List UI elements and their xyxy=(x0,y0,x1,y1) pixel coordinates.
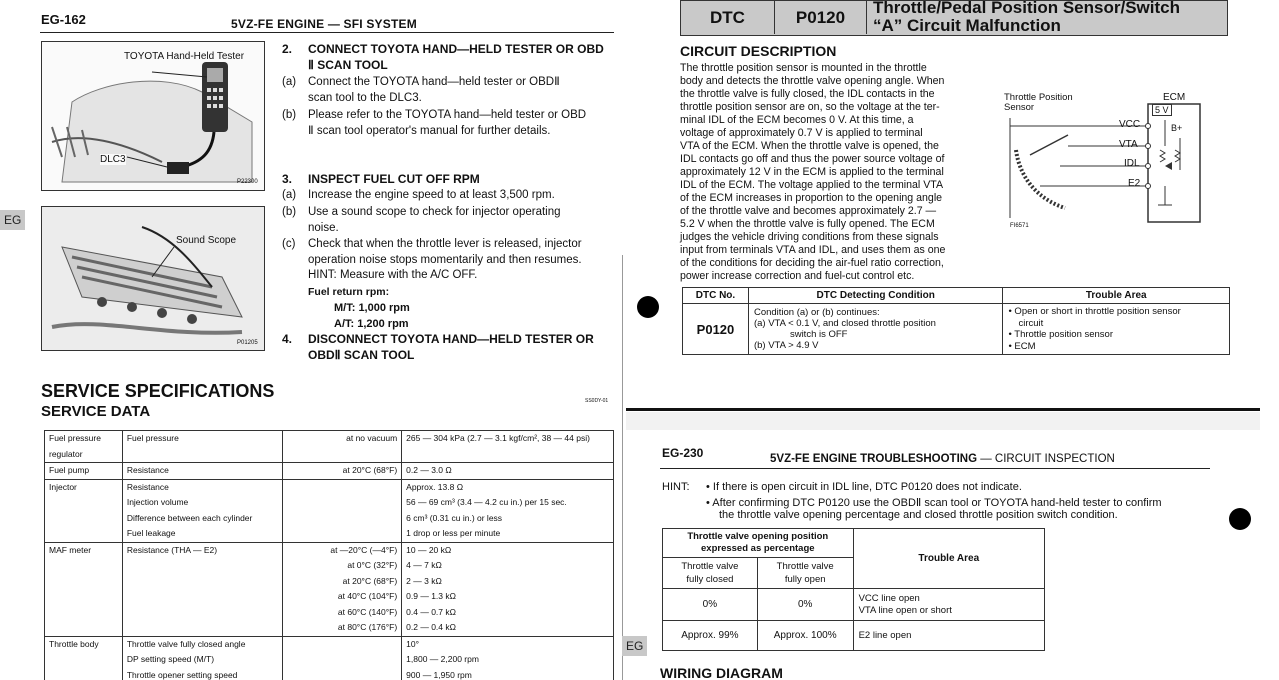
fuel-return-at: A/T: 1,200 rpm xyxy=(334,318,409,330)
service-table-cell-c4: 2 — 3 kΩ xyxy=(402,574,614,590)
service-table-cell-c3 xyxy=(282,668,402,680)
figure1-code: P22300 xyxy=(237,179,258,185)
service-table-row xyxy=(45,495,614,511)
fuel-return-mt: M/T: 1,000 rpm xyxy=(334,302,410,314)
circuit-line: The throttle position sensor is mounted in the throttle xyxy=(680,62,927,74)
diagram-code: FI6571 xyxy=(1010,223,1029,229)
service-table-row xyxy=(45,589,614,605)
row1-open: 0% xyxy=(757,589,853,621)
left-page-code: EG-162 xyxy=(41,12,86,27)
row2-area: E2 line open xyxy=(853,621,1044,651)
service-table-cell-c3 xyxy=(282,526,402,542)
service-table-row xyxy=(45,431,614,447)
service-table-cell-c3 xyxy=(282,479,402,495)
step-3-hint: HINT: Measure with the A/C OFF. xyxy=(308,269,478,281)
service-specifications-heading: SERVICE SPECIFICATIONS xyxy=(41,381,275,401)
dtc-label: DTC xyxy=(681,1,775,34)
dtc-header-bar xyxy=(680,0,1228,36)
service-table-cell-c3: at 80°C (176°F) xyxy=(282,620,402,636)
service-table-cell-c3 xyxy=(282,511,402,527)
opening-header-2: expressed as percentage xyxy=(701,543,815,554)
service-table-cell-c2: Injection volume xyxy=(122,495,282,511)
dtc-code: P0120 xyxy=(775,1,867,34)
service-table-cell-c1 xyxy=(45,589,123,605)
service-data-heading: SERVICE DATA xyxy=(41,403,151,420)
cond-line-2: switch is OFF xyxy=(789,329,848,340)
service-table-row xyxy=(45,558,614,574)
step-3b-mark: (b) xyxy=(282,206,297,218)
throttle-opening-table xyxy=(662,528,1045,651)
step-3c-text: Check that when the throttle lever is released, injector xyxy=(308,238,582,250)
service-table-row xyxy=(45,668,614,680)
circuit-description-heading: CIRCUIT DESCRIPTION xyxy=(680,43,837,59)
service-data-table xyxy=(44,430,614,680)
service-table-cell-c3 xyxy=(282,495,402,511)
circuit-line: power increase correction and fuel-cut control etc. xyxy=(680,270,915,282)
circuit-line: voltage of approximately 0.7 V is applied to terminal xyxy=(680,127,923,139)
service-table-cell-c1 xyxy=(45,511,123,527)
open-header-2: fully open xyxy=(784,574,826,585)
step-4-number: 4. xyxy=(282,332,293,346)
circuit-line: input from terminals VTA and IDL, and uses them as one xyxy=(680,244,946,256)
5v-label: 5 V xyxy=(1152,104,1172,116)
service-table-cell-c4: 10° xyxy=(402,636,614,652)
circuit-line: the throttle valve is fully closed, the IDL contacts in the xyxy=(680,88,935,100)
vta-label: VTA xyxy=(1119,139,1138,150)
step-4 xyxy=(282,332,617,366)
service-table-cell-c4: Approx. 13.8 Ω xyxy=(402,479,614,495)
service-table-cell-c2 xyxy=(122,447,282,463)
hint-line-2: • After confirming DTC P0120 use the OBDⅡ scan tool or TOYOTA hand-held tester to confirm xyxy=(706,497,1162,509)
service-table-row xyxy=(45,605,614,621)
small-code: SS0DY-01 xyxy=(585,398,609,404)
circuit-line: IDL contacts go off and thus the power source voltage of xyxy=(680,153,945,165)
dtc-title-line1: Throttle/Pedal Position Sensor/Switch xyxy=(873,0,1180,17)
service-table-cell-c2: Fuel leakage xyxy=(122,526,282,542)
service-table-row xyxy=(45,636,614,652)
step-2a-mark: (a) xyxy=(282,76,297,88)
service-table-cell-c3 xyxy=(282,447,402,463)
dtc-title-line2: “A” Circuit Malfunction xyxy=(873,16,1061,35)
service-table-row xyxy=(45,652,614,668)
tps-label-1: Throttle Position xyxy=(1004,92,1073,103)
dtc-condition-header: DTC Detecting Condition xyxy=(748,288,1003,304)
circuit-line: approximately 12 V in the ECM is applied to the terminal xyxy=(680,166,944,178)
eg230-page-code: EG-230 xyxy=(662,446,704,460)
trouble-area-header-2: Trouble Area xyxy=(853,529,1044,589)
dtc-condition-table xyxy=(682,287,1230,355)
service-table-row xyxy=(45,574,614,590)
service-table-cell-c1: Injector xyxy=(45,479,123,495)
circuit-line: throttle position sensor are on, so the voltage at the ter- xyxy=(680,101,940,113)
dtc-table-code: P0120 xyxy=(683,304,749,355)
area-line-1: • Open or short in throttle position sensor xyxy=(1008,306,1181,317)
figure2-code: P01205 xyxy=(237,340,258,346)
step-2b-text-cont: Ⅱ scan tool operator's manual for further details. xyxy=(308,125,551,137)
row1-area-2: VTA line open or short xyxy=(858,604,952,616)
service-table-row xyxy=(45,526,614,542)
step-4-title: DISCONNECT TOYOTA HAND—HELD TESTER OR xyxy=(308,332,594,346)
service-table-cell-c1 xyxy=(45,526,123,542)
hint-line-1: • If there is open circuit in IDL line, DTC P0120 does not indicate. xyxy=(706,481,1022,493)
service-table-row xyxy=(45,620,614,636)
hint-line-2b: the throttle valve opening percentage and closed throttle position switch condition. xyxy=(719,509,1118,521)
service-table-cell-c4: 900 — 1,950 rpm xyxy=(402,668,614,680)
service-table-cell-c3: at 20°C (68°F) xyxy=(282,463,402,480)
service-table-cell-c1 xyxy=(45,620,123,636)
trouble-area-header: Trouble Area xyxy=(1003,288,1230,304)
service-table-cell-c4: 0.9 — 1.3 kΩ xyxy=(402,589,614,605)
circuit-line: of the conditions for deciding the air-fuel ratio correction, xyxy=(680,257,944,269)
bullet-dot-2 xyxy=(1229,508,1251,530)
hint-label: HINT: xyxy=(662,481,690,493)
step-3b-text: Use a sound scope to check for injector operating xyxy=(308,206,561,218)
row1-closed: 0% xyxy=(663,589,758,621)
circuit-line: of the throttle valve and becomes approximately 2.7 — xyxy=(680,205,937,217)
bplus-label: B+ xyxy=(1171,123,1183,133)
step-2b-text: Please refer to the TOYOTA hand—held tester or OBD xyxy=(308,109,587,121)
open-header-1: Throttle valve xyxy=(776,561,834,572)
service-table-cell-c4: 1,800 — 2,200 rpm xyxy=(402,652,614,668)
step-3-number: 3. xyxy=(282,172,293,186)
fuel-return-label: Fuel return rpm: xyxy=(308,286,390,298)
service-table-cell-c1: Fuel pressure xyxy=(45,431,123,447)
circuit-diagram xyxy=(1000,90,1210,235)
step-3 xyxy=(282,172,617,332)
service-table-cell-c4: 6 cm³ (0.31 cu in.) or less xyxy=(402,511,614,527)
cond-line-1: (a) VTA < 0.1 V, and closed throttle position xyxy=(753,318,936,329)
step-2a-text-cont: scan tool to the DLC3. xyxy=(308,92,422,104)
row1-area-1: VCC line open xyxy=(858,592,920,604)
row2-open: Approx. 100% xyxy=(757,621,853,651)
cond-line-3: (b) VTA > 4.9 V xyxy=(753,340,819,351)
eg230-title-main: 5VZ-FE ENGINE TROUBLESHOOTING xyxy=(770,453,978,465)
step-2a-text: Connect the TOYOTA hand—held tester or OBDⅡ xyxy=(308,76,560,88)
service-table-cell-c3 xyxy=(282,652,402,668)
service-table-cell-c3 xyxy=(282,636,402,652)
dtc-no-header: DTC No. xyxy=(683,288,749,304)
circuit-line: 5.2 V when the throttle valve is fully opened. The ECM xyxy=(680,218,935,230)
circuit-description-text xyxy=(680,62,972,283)
service-table-cell-c4: 0.2 — 3.0 Ω xyxy=(402,463,614,480)
service-table-cell-c1 xyxy=(45,558,123,574)
service-table-cell-c2 xyxy=(122,620,282,636)
service-table-cell-c1 xyxy=(45,668,123,680)
service-table-cell-c1 xyxy=(45,605,123,621)
service-table-cell-c1: Throttle body xyxy=(45,636,123,652)
service-table-cell-c2: Throttle opener setting speed xyxy=(122,668,282,680)
service-table-cell-c1: Fuel pump xyxy=(45,463,123,480)
step-2b-mark: (b) xyxy=(282,109,297,121)
ecm-label: ECM xyxy=(1163,92,1186,103)
opening-header-1: Throttle valve opening position xyxy=(687,531,829,542)
tester-illustration xyxy=(42,42,265,191)
circuit-line: body and detects the throttle valve opening angle. When xyxy=(680,75,945,87)
service-table-cell-c4 xyxy=(402,447,614,463)
e2-label: E2 xyxy=(1128,178,1141,189)
service-table-cell-c2: Fuel pressure xyxy=(122,431,282,447)
service-table-cell-c2 xyxy=(122,558,282,574)
dlc3-label: DLC3 xyxy=(100,154,126,165)
service-table-cell-c2: Resistance xyxy=(122,463,282,480)
service-table-cell-c1: regulator xyxy=(45,447,123,463)
service-table-cell-c2 xyxy=(122,574,282,590)
step-2-number: 2. xyxy=(282,42,293,56)
service-table-row xyxy=(45,511,614,527)
step-3c-text-cont: operation noise stops momentarily and then resumes. xyxy=(308,254,582,266)
left-page-title: 5VZ-FE ENGINE — SFI SYSTEM xyxy=(231,17,417,31)
wiring-diagram-heading: WIRING DIAGRAM xyxy=(660,665,783,680)
tester-figure xyxy=(41,41,265,191)
service-table-cell-c3: at 20°C (68°F) xyxy=(282,574,402,590)
service-table-cell-c4: 56 — 69 cm³ (3.4 — 4.2 cu in.) per 15 sec. xyxy=(402,495,614,511)
step-3a-mark: (a) xyxy=(282,189,297,201)
service-table-row xyxy=(45,463,614,480)
sound-scope-label: Sound Scope xyxy=(176,235,237,246)
step-2 xyxy=(282,42,617,142)
row2-closed: Approx. 99% xyxy=(663,621,758,651)
service-table-cell-c3: at —20°C (—4°F) xyxy=(282,542,402,558)
service-table-cell-c4: 1 drop or less per minute xyxy=(402,526,614,542)
service-table-cell-c2: DP setting speed (M/T) xyxy=(122,652,282,668)
idl-label: IDL xyxy=(1124,158,1140,169)
eg230-title xyxy=(770,453,1115,465)
service-table-cell-c1 xyxy=(45,574,123,590)
service-table-cell-c1 xyxy=(45,495,123,511)
circuit-line: judges the vehicle driving conditions from these signals xyxy=(680,231,939,243)
service-table-cell-c4: 4 — 7 kΩ xyxy=(402,558,614,574)
circuit-line: VTA of the ECM. When the throttle valve is opened, the xyxy=(680,140,939,152)
sound-scope-figure xyxy=(41,206,265,351)
service-table-cell-c3: at 60°C (140°F) xyxy=(282,605,402,621)
eg230-title-suffix: — CIRCUIT INSPECTION xyxy=(980,453,1115,465)
step-2-title: CONNECT TOYOTA HAND—HELD TESTER OR OBD xyxy=(308,42,604,56)
cond-line-0: Condition (a) or (b) continues: xyxy=(753,307,880,318)
step-3-title: INSPECT FUEL CUT OFF RPM xyxy=(308,172,480,186)
service-table-cell-c2: Difference between each cylinder xyxy=(122,511,282,527)
service-table-cell-c1 xyxy=(45,652,123,668)
step-3c-mark: (c) xyxy=(282,238,296,250)
service-table-cell-c1: MAF meter xyxy=(45,542,123,558)
service-table-cell-c2: Resistance xyxy=(122,479,282,495)
closed-header-1: Throttle valve xyxy=(681,561,739,572)
service-table-cell-c2: Throttle valve fully closed angle xyxy=(122,636,282,652)
closed-header-2: fully closed xyxy=(686,574,734,585)
service-table-cell-c3: at no vacuum xyxy=(282,431,402,447)
service-table-cell-c2: Resistance (THA — E2) xyxy=(122,542,282,558)
service-table-cell-c4: 0.2 — 0.4 kΩ xyxy=(402,620,614,636)
service-table-cell-c4: 10 — 20 kΩ xyxy=(402,542,614,558)
step-3a-text: Increase the engine speed to at least 3,500 rpm. xyxy=(308,189,555,201)
area-line-1b: circuit xyxy=(1018,317,1044,329)
service-table-cell-c4: 265 — 304 kPa (2.7 — 3.1 kgf/cm², 38 — 44 psi) xyxy=(402,431,614,447)
service-table-cell-c2 xyxy=(122,605,282,621)
step-3b-text-cont: noise. xyxy=(308,222,339,234)
tester-label: TOYOTA Hand-Held Tester xyxy=(124,51,245,62)
area-line-3: • ECM xyxy=(1008,340,1036,352)
step-2-title-cont: Ⅱ SCAN TOOL xyxy=(308,58,388,72)
left-eg-tab: EG xyxy=(0,210,25,230)
service-table-row xyxy=(45,479,614,495)
service-table-cell-c3: at 40°C (104°F) xyxy=(282,589,402,605)
engine-illustration xyxy=(42,207,265,351)
circuit-line: of the ECM increases in proportion to the opening angle xyxy=(680,192,943,204)
service-table-cell-c3: at 0°C (32°F) xyxy=(282,558,402,574)
area-line-2: • Throttle position sensor xyxy=(1008,329,1114,340)
service-table-cell-c2 xyxy=(122,589,282,605)
service-table-cell-c4: 0.4 — 0.7 kΩ xyxy=(402,605,614,621)
circuit-line: minal IDL of the ECM becomes 0 V. At this time, a xyxy=(680,114,914,126)
step-4-title-cont: OBDⅡ SCAN TOOL xyxy=(308,348,415,362)
circuit-line: IDL of the ECM. The voltage applied to the terminal VTA xyxy=(680,179,944,191)
bullet-dot xyxy=(637,296,659,318)
service-table-row xyxy=(45,542,614,558)
right-eg-tab: EG xyxy=(622,636,647,656)
vcc-label: VCC xyxy=(1119,119,1141,130)
service-table-row xyxy=(45,447,614,463)
tps-label-2: Sensor xyxy=(1004,102,1035,113)
